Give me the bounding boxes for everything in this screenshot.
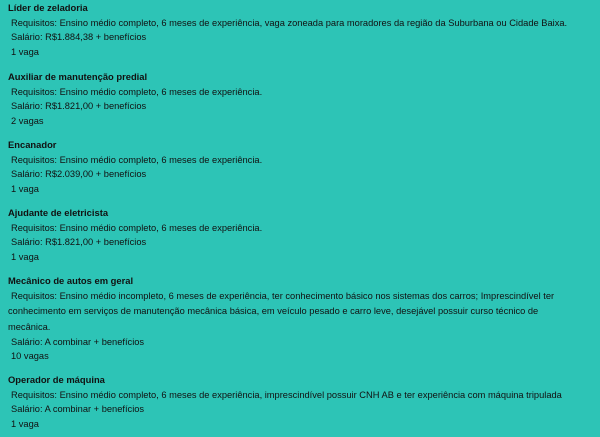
job-title: Encanador — [8, 139, 57, 150]
job-title: Operador de máquina — [8, 374, 105, 385]
job-vacancies: 1 vaga — [11, 418, 39, 429]
job-requirements-line-1: Requisitos: Ensino médio incompleto, 6 meses de experiência, ter conhecimento básico nos sistemas dos carros; Imprescindível ter — [11, 290, 555, 301]
job-requirements: Requisitos: Ensino médio completo, 6 meses de experiência. — [11, 86, 263, 97]
job-requirements-line-2: conhecimento em serviços de manutenção mecânica básica, em veículo pesado e carro leve, desejável possuir curso técnico de — [8, 306, 539, 317]
job-operador-maquina — [8, 374, 592, 431]
job-vacancies: 2 vagas — [11, 115, 44, 126]
job-vacancies: 10 vagas — [11, 351, 49, 362]
job-title: Líder de zeladoria — [8, 2, 88, 13]
job-salary: Salário: A combinar + benefícios — [11, 404, 145, 415]
job-ajudante-eletricista — [8, 207, 592, 264]
job-salary: Salário: R$1.884,38 + benefícios — [11, 32, 147, 43]
job-salary: Salário: R$2.039,00 + benefícios — [11, 169, 147, 180]
job-requirements: Requisitos: Ensino médio completo, 6 meses de experiência, imprescindível possuir CNH AB e ter experiência com máquina tripulada — [11, 389, 562, 400]
job-vacancies: 1 vaga — [11, 46, 39, 57]
job-title: Ajudante de eletricista — [8, 207, 109, 218]
job-auxiliar-manutencao — [8, 71, 592, 128]
job-encanador — [8, 139, 592, 196]
job-salary: Salário: R$1.821,00 + benefícios — [11, 237, 147, 248]
job-lider-zeladoria — [8, 2, 592, 59]
job-salary: Salário: A combinar + benefícios — [11, 336, 145, 347]
job-vacancies: 1 vaga — [11, 183, 39, 194]
job-salary: Salário: R$1.821,00 + benefícios — [11, 101, 147, 112]
job-title: Mecânico de autos em geral — [8, 275, 134, 286]
job-requirements: Requisitos: Ensino médio completo, 6 meses de experiência. — [11, 222, 263, 233]
job-mecanico-autos — [8, 275, 592, 363]
job-title: Auxiliar de manutenção predial — [8, 71, 148, 82]
job-requirements: Requisitos: Ensino médio completo, 6 meses de experiência, vaga zoneada para moradores da região da Suburbana ou Cidade Baixa. — [11, 17, 568, 28]
job-vacancies: 1 vaga — [11, 251, 39, 262]
job-requirements: Requisitos: Ensino médio completo, 6 meses de experiência. — [11, 154, 263, 165]
job-requirements-line-3: mecânica. — [8, 321, 51, 332]
